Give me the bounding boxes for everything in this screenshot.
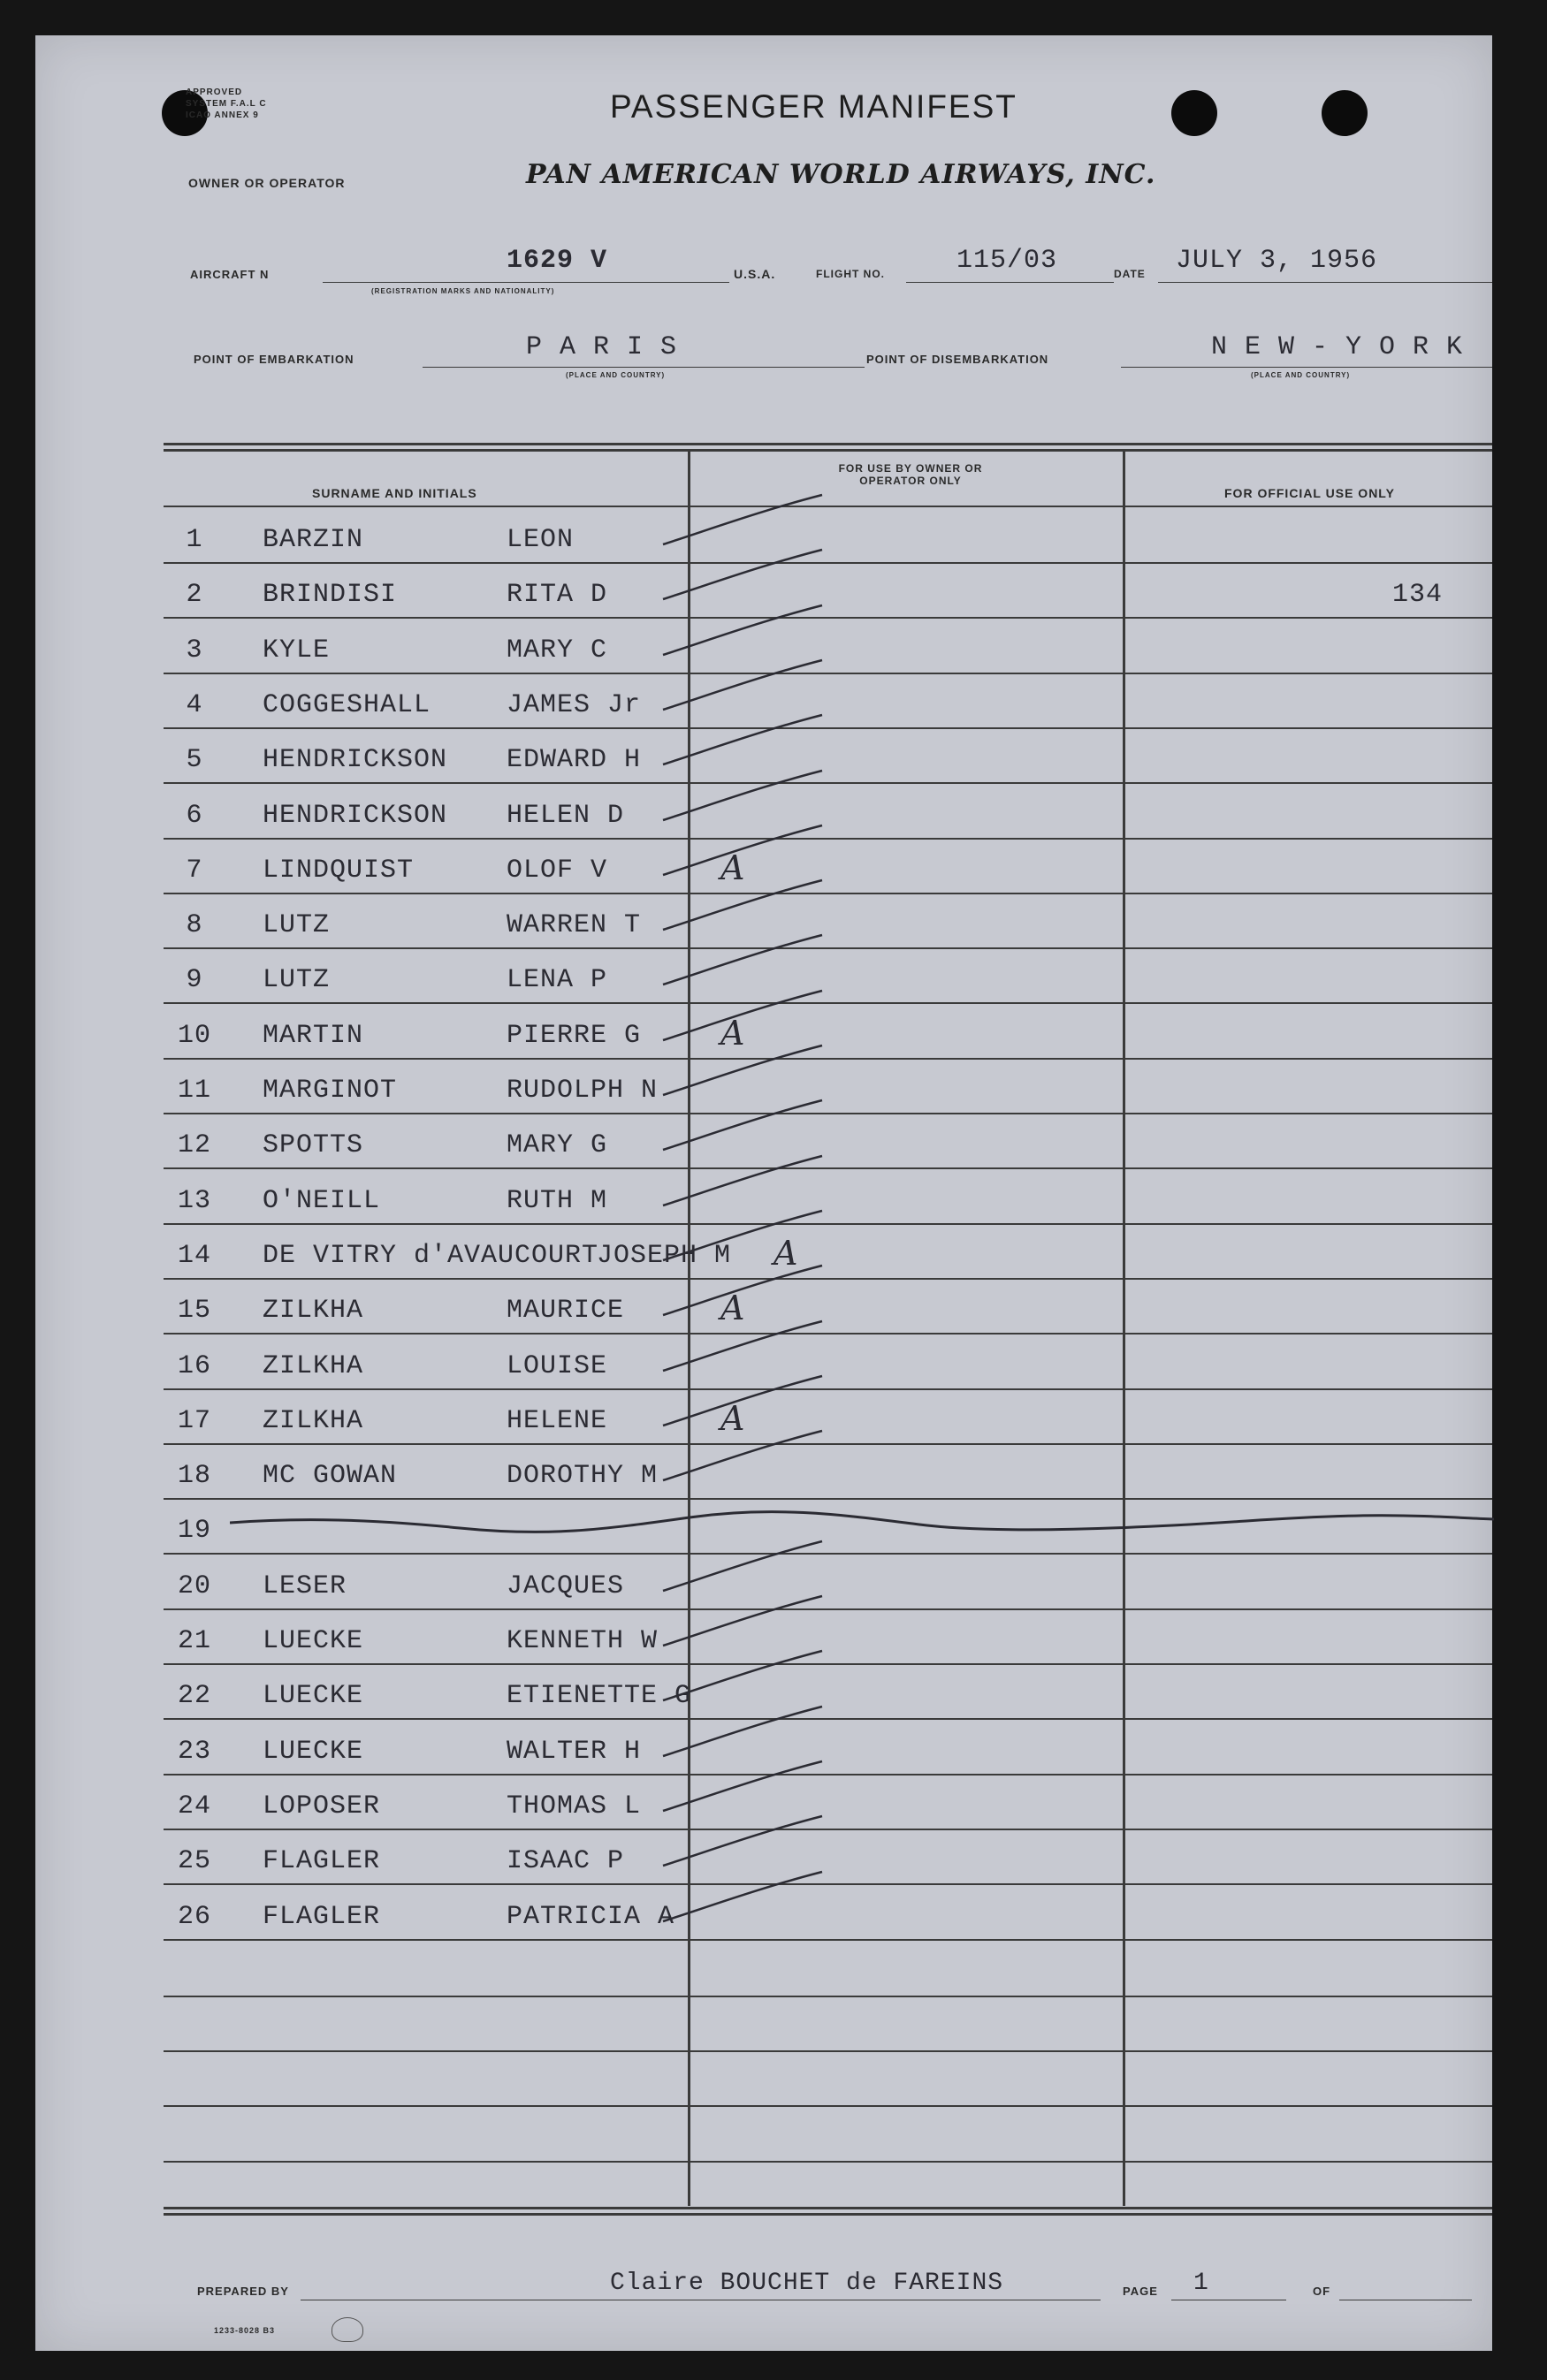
passenger-surname: FLAGLER — [263, 1846, 381, 1877]
flight-underline — [906, 282, 1114, 283]
check-tick-mark — [654, 1260, 831, 1322]
passenger-given-name: MARY G — [507, 1130, 608, 1161]
passenger-surname: ZILKHA — [263, 1405, 364, 1436]
passenger-surname: MARTIN — [263, 1020, 364, 1051]
passenger-surname: HENDRICKSON — [263, 745, 448, 776]
passenger-surname: LUTZ — [263, 910, 331, 941]
row-number: 12 — [177, 1130, 211, 1161]
row-number: 22 — [177, 1681, 211, 1712]
passenger-given-name: RUDOLPH N — [507, 1076, 659, 1106]
row-number: 19 — [177, 1516, 211, 1547]
table-top-rule — [164, 443, 1492, 445]
passenger-surname: SPOTTS — [263, 1130, 364, 1161]
check-tick-mark — [654, 1040, 831, 1102]
usa-label: U.S.A. — [734, 267, 776, 281]
passenger-surname: LINDQUIST — [263, 855, 415, 886]
passenger-given-name: JAMES Jr — [507, 689, 642, 720]
passenger-given-name: OLOF V — [507, 855, 608, 886]
passenger-given-name: MAURICE — [507, 1296, 625, 1327]
check-tick-mark — [654, 1591, 831, 1653]
passenger-surname: LESER — [263, 1570, 347, 1601]
check-tick-mark — [654, 1316, 831, 1378]
approval-stamp-line: SYSTEM F.A.L C — [186, 99, 267, 109]
disembarkation-value: N E W - Y O R K — [1211, 332, 1464, 362]
check-tick-mark — [654, 655, 831, 717]
check-tick-mark — [654, 1756, 831, 1818]
row-number: 20 — [177, 1570, 211, 1601]
row-number: 10 — [177, 1020, 211, 1051]
row-number: 8 — [186, 910, 203, 941]
check-tick-mark — [654, 1646, 831, 1707]
page-value: 1 — [1193, 2270, 1209, 2297]
row-number: 2 — [186, 580, 203, 611]
embarkation-caption: (PLACE AND COUNTRY) — [566, 371, 666, 379]
owner-use-mark: A — [774, 1233, 798, 1273]
row-number: 21 — [177, 1626, 211, 1656]
passenger-row — [35, 1445, 1379, 1500]
passenger-surname: MARGINOT — [263, 1076, 398, 1106]
passenger-surname: LOPOSER — [263, 1791, 381, 1821]
row-number: 7 — [186, 855, 203, 886]
airline-name: PAN AMERICAN WORLD AIRWAYS, INC. — [526, 159, 1156, 190]
page-label: PAGE — [1123, 2285, 1158, 2298]
passenger-surname: BARZIN — [263, 525, 364, 555]
disembarkation-label: POINT OF DISEMBARKATION — [866, 353, 1049, 366]
passenger-given-name: ISAAC P — [507, 1846, 625, 1877]
passenger-surname: COGGESHALL — [263, 689, 431, 720]
table-bottom-rule — [164, 2213, 1492, 2216]
disembarkation-underline — [1121, 367, 1492, 368]
passenger-surname: LUECKE — [263, 1736, 364, 1767]
row-number: 1 — [186, 525, 203, 555]
passenger-given-name: LOUISE — [507, 1350, 608, 1381]
column-header-owner-use: FOR USE BY OWNER OR OPERATOR ONLY — [838, 462, 983, 487]
passenger-given-name: HELENE — [507, 1405, 608, 1436]
embarkation-label: POINT OF EMBARKATION — [194, 353, 354, 366]
owner-use-mark: A — [720, 1013, 745, 1053]
table-bottom-rule — [164, 2207, 1492, 2209]
passenger-surname: BRINDISI — [263, 580, 398, 611]
passenger-given-name: THOMAS L — [507, 1791, 642, 1821]
aircraft-label: AIRCRAFT N — [190, 268, 270, 281]
passenger-given-name: HELEN D — [507, 800, 625, 831]
owner-use-mark: A — [720, 1398, 745, 1438]
prepared-by-value: Claire BOUCHET de FAREINS — [610, 2270, 1004, 2297]
check-tick-mark — [654, 985, 831, 1047]
prepared-by-label: PREPARED BY — [197, 2285, 289, 2298]
row-number: 13 — [177, 1185, 211, 1216]
passenger-given-name: MARY C — [507, 635, 608, 665]
row-number: 11 — [177, 1076, 211, 1106]
approval-stamp — [186, 87, 267, 121]
owner-label: OWNER OR OPERATOR — [188, 176, 346, 190]
flight-label: FLIGHT NO. — [816, 268, 885, 280]
passenger-row — [35, 1886, 1379, 1941]
row-number: 25 — [177, 1846, 211, 1877]
date-value: JULY 3, 1956 — [1176, 246, 1378, 276]
check-tick-mark — [654, 1151, 831, 1213]
blank-row-rule — [164, 2105, 1492, 2107]
of-label: OF — [1313, 2285, 1331, 2298]
passenger-given-name: KENNETH W — [507, 1626, 659, 1656]
aircraft-underline — [323, 282, 729, 283]
embarkation-value: P A R I S — [526, 332, 678, 362]
column-header-official-use: FOR OFFICIAL USE ONLY — [1224, 486, 1395, 500]
passenger-given-name: PATRICIA A — [507, 1901, 675, 1932]
punch-hole-right — [1322, 90, 1368, 136]
passenger-given-name: RITA D — [507, 580, 608, 611]
date-label: DATE — [1114, 268, 1146, 280]
row-number: 18 — [177, 1461, 211, 1492]
owner-use-mark: A — [720, 848, 745, 887]
check-tick-mark — [654, 1095, 831, 1157]
check-tick-mark — [654, 1426, 831, 1487]
check-tick-mark — [654, 600, 831, 662]
passenger-surname: LUTZ — [263, 965, 331, 996]
aircraft-value: 1629 V — [507, 246, 608, 276]
passenger-given-name: RUTH M — [507, 1185, 608, 1216]
row-number: 14 — [177, 1240, 211, 1271]
blank-row-rule — [164, 2050, 1492, 2052]
check-tick-mark — [654, 930, 831, 992]
passenger-given-name: LENA P — [507, 965, 608, 996]
passenger-surname: HENDRICKSON — [263, 800, 448, 831]
owner-use-mark: A — [720, 1289, 745, 1328]
check-tick-mark — [654, 765, 831, 827]
passenger-surname: ZILKHA — [263, 1296, 364, 1327]
passenger-surname: MC GOWAN — [263, 1461, 398, 1492]
printed-in-usa-mark — [332, 2317, 363, 2342]
row-number: 9 — [186, 965, 203, 996]
passenger-given-name: LEON — [507, 525, 575, 555]
check-tick-mark — [654, 1811, 831, 1873]
passenger-surname: O'NEILL — [263, 1185, 381, 1216]
disembarkation-caption: (PLACE AND COUNTRY) — [1251, 371, 1351, 379]
passenger-surname: ZILKHA — [263, 1350, 364, 1381]
row-number: 6 — [186, 800, 203, 831]
flight-value: 115/03 — [956, 246, 1058, 276]
passenger-given-name: ETIENETTE G — [507, 1681, 692, 1712]
row-number: 17 — [177, 1405, 211, 1436]
manifest-sheet — [35, 35, 1492, 2351]
passenger-given-name: WALTER H — [507, 1736, 642, 1767]
passenger-surname: DE VITRY d'AVAUCOURT — [263, 1240, 599, 1271]
passenger-given-name: JACQUES — [507, 1570, 625, 1601]
passenger-surname: LUECKE — [263, 1681, 364, 1712]
check-tick-mark — [654, 820, 831, 882]
row-number: 5 — [186, 745, 203, 776]
row-number: 26 — [177, 1901, 211, 1932]
check-tick-mark — [654, 544, 831, 606]
form-number: 1233-8028 B3 — [214, 2326, 276, 2335]
row-number: 16 — [177, 1350, 211, 1381]
passenger-given-name: DOROTHY M — [507, 1461, 659, 1492]
official-use-value: 134 — [1392, 580, 1444, 611]
passenger-surname: LUECKE — [263, 1626, 364, 1656]
row-number: 24 — [177, 1791, 211, 1821]
row-19-strike-line — [230, 1498, 1494, 1551]
check-tick-mark — [654, 1371, 831, 1433]
row-number: 23 — [177, 1736, 211, 1767]
approval-stamp-line: APPROVED — [186, 87, 243, 97]
row-number: 15 — [177, 1296, 211, 1327]
column-header-surname: SURNAME AND INITIALS — [312, 486, 477, 500]
row-number: 3 — [186, 635, 203, 665]
blank-row-rule — [164, 2161, 1492, 2163]
passenger-given-name: JOSEPH M — [597, 1240, 732, 1271]
check-tick-mark — [654, 710, 831, 772]
passenger-given-name: WARREN T — [507, 910, 642, 941]
punch-hole-center — [1171, 90, 1217, 136]
row-number: 4 — [186, 689, 203, 720]
table-top-rule — [164, 449, 1492, 452]
check-tick-mark — [654, 875, 831, 937]
passenger-given-name: EDWARD H — [507, 745, 642, 776]
check-tick-mark — [654, 490, 831, 551]
approval-stamp-line: ICAO ANNEX 9 — [186, 110, 259, 120]
passenger-given-name: PIERRE G — [507, 1020, 642, 1051]
row-rule — [164, 1939, 1492, 1941]
passenger-surname: FLAGLER — [263, 1901, 381, 1932]
blank-row-rule — [164, 1996, 1492, 1997]
passenger-surname: KYLE — [263, 635, 331, 665]
page-title: PASSENGER MANIFEST — [610, 88, 1017, 125]
check-tick-mark — [654, 1701, 831, 1763]
check-tick-mark — [654, 1867, 831, 1928]
check-tick-mark — [654, 1205, 831, 1267]
embarkation-underline — [423, 367, 865, 368]
registration-caption: (REGISTRATION MARKS AND NATIONALITY) — [371, 287, 555, 295]
date-underline — [1158, 282, 1492, 283]
